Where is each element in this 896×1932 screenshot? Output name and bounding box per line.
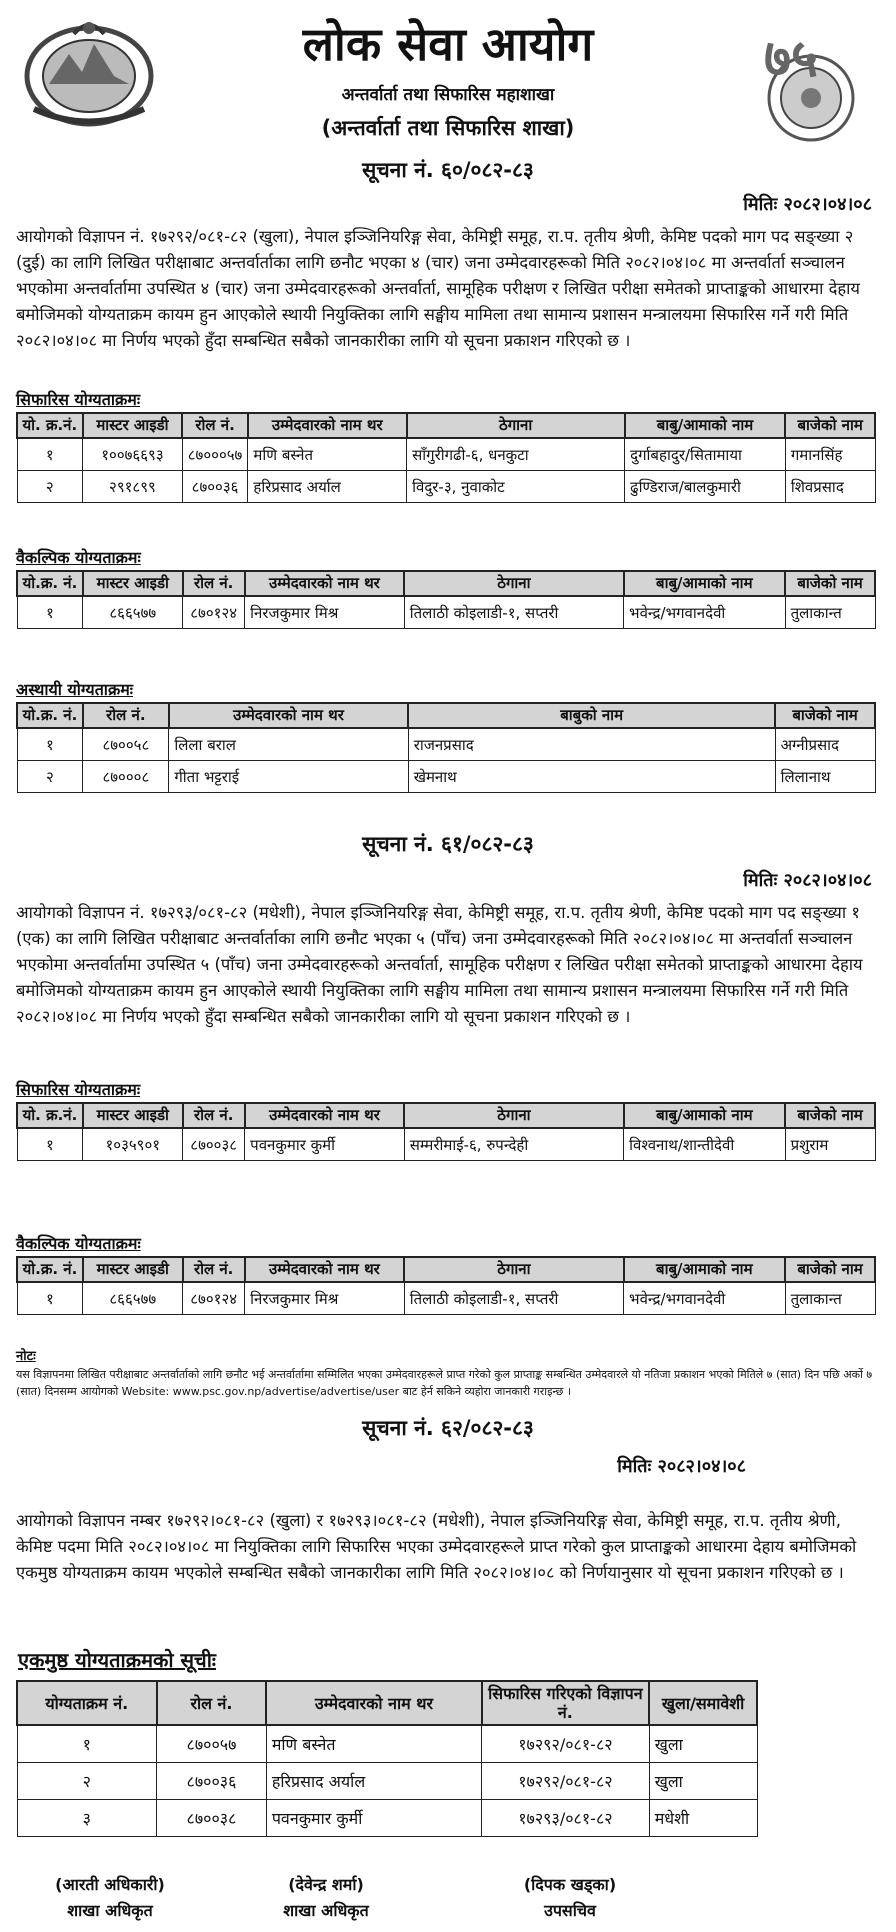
- cell: खुला: [649, 1763, 757, 1800]
- col-header: रोल नं.: [183, 571, 245, 596]
- page-title: लोक सेवा आयोग: [302, 17, 594, 71]
- table-header-row: [17, 571, 875, 596]
- table-row: [17, 1800, 757, 1837]
- cell: ८७००३८: [183, 1128, 245, 1161]
- signatory-name: (देवेन्द्र शर्मा): [288, 1875, 364, 1894]
- notice1-alternate-label: वैकल्पिक योग्यताक्रमः: [16, 548, 141, 567]
- cell: मणि बस्नेत: [248, 438, 407, 471]
- cell: गीता भट्टराई: [169, 761, 408, 793]
- col-header: उम्मेदवारको नाम थर: [245, 1257, 405, 1282]
- cell: २: [17, 761, 83, 793]
- table-header-row: [17, 1257, 875, 1282]
- col-header: मास्टर आइडी: [83, 571, 183, 596]
- table-header-row: [17, 703, 875, 728]
- cell: तिलाठी कोइलाडी-१, सप्तरी: [404, 1282, 623, 1315]
- col-header: बाबु/आमाको नाम: [624, 571, 786, 596]
- notice2-date: मितिः २०८२।०४।०८: [743, 870, 872, 891]
- col-header: यो.क्र. नं.: [17, 703, 83, 728]
- signatory-name: (दिपक खड्का): [523, 1875, 617, 1894]
- cell: प्रशुराम: [785, 1128, 875, 1161]
- col-header: रोल नं.: [83, 703, 169, 728]
- notice2-recommended-label: सिफारिस योग्यताक्रमः: [16, 1080, 141, 1099]
- signature-block-1: [20, 1872, 200, 1924]
- col-header: बाजेको नाम: [785, 1103, 875, 1128]
- table-row: [17, 1282, 875, 1315]
- notice2-recommended-table: [16, 1102, 876, 1161]
- notice2-number: सूचना नं. ६१/०८२-८३: [362, 832, 534, 856]
- signatory-title: शाखा अधिकृत: [67, 1901, 153, 1920]
- cell: मधेशी: [649, 1800, 757, 1837]
- cell: खेमनाथ: [408, 761, 775, 793]
- svg-text:७५: ७५: [764, 28, 819, 89]
- col-header: यो.क्र. नं.: [17, 1257, 83, 1282]
- cell: ८७००३६: [182, 471, 248, 503]
- section-name: (अन्तर्वार्ता तथा सिफारिस शाखा): [321, 116, 575, 140]
- notice2-note-body: यस विज्ञापनमा लिखित परीक्षाबाट अन्तर्वार्ताको लागि छनौट भई अन्तर्वार्तामा सम्मिलित भएका उम्मेदवारहरूले प्राप्त गरेको कुल प्राप्ताङ्क सम्बन्धित उम्मेदवारले यो नतिजा प्रकाशन भएको मितिले ७ (सात) दिन पछि अर्को ७ (सात) दिनसम्म आयोगको Website: www.psc.gov.np/advertise/advertise/user बाट हेर्न सकिने व्यहोरा जानकारी गराइन्छ ।: [16, 1368, 873, 1398]
- cell: ३: [17, 1800, 157, 1837]
- cell: १: [17, 1725, 157, 1763]
- cell: १७२९२/०८१-८२: [482, 1725, 650, 1763]
- col-header: रोल नं.: [182, 413, 248, 438]
- col-header: उम्मेदवारको नाम थर: [169, 703, 408, 728]
- notice3-body: आयोगको विज्ञापन नम्बर १७२९२।०८१-८२ (खुला) र १७२९३।०८१-८२ (मधेशी), नेपाल इञ्जिनियरिङ्ग सेवा, केमिष्ट्री समूह, रा.प. तृतीय श्रेणी, केमिष्ट पदमा मिति २०८२।०४।०८ मा नियुक्तिका लागि सिफारिस भएका उम्मेदवारहरूले प्राप्त गरेको कुल प्राप्ताङ्कको आधारमा देहाय बमोजिमको एकमुष्ठ योग्यताक्रम कायम भएकोले सम्बन्धित सबैको जानकारीका लागि मिति २०८२।०४।०८ को निर्णयानुसार यो सूचना प्रकाशन गरिएको छ ।: [16, 1511, 857, 1582]
- col-header: रोल नं.: [157, 1681, 267, 1725]
- notice1-body: आयोगको विज्ञापन नं. १७२९२/०८१-८२ (खुला), नेपाल इञ्जिनियरिङ्ग सेवा, केमिष्ट्री समूह, रा.प. तृतीय श्रेणी, केमिष्ट पदको माग पद सङ्ख्या २ (दुई) का लागि लिखित परीक्षाबाट अन्तर्वार्ताका लागि छनौट भएका ४ (चार) जना उम्मेदवारहरूको मिति २०८२।०४।०८ मा अन्तर्वार्ता सञ्चालन भएकोमा अन्तर्वार्तामा उपस्थित ४ (चार) जना उम्मेदवारहरूको अन्तर्वार्ता, सामूहिक परीक्षण र लिखित परीक्षा समेतको प्राप्ताङ्कको आधारमा देहाय बमोजिमको योग्यताक्रम कायम हुन आएकोले स्थायी नियुक्तिका लागि सङ्घीय मामिला तथा सामान्य प्रशासन मन्त्रालयमा सिफारिस गर्ने गरी मिति २०८२।०४।०८ मा निर्णय भएको हुँदा सम्बन्धित सबैको जानकारीका लागि यो सूचना प्रकाशन गरिएको छ ।: [16, 227, 860, 350]
- col-header: ठेगाना: [407, 413, 625, 438]
- cell: लिलानाथ: [775, 761, 875, 793]
- cell: १: [17, 1282, 83, 1315]
- signatory-name: (आरती अधिकारी): [55, 1875, 165, 1894]
- col-header: रोल नं.: [183, 1257, 245, 1282]
- signatory-title: उपसचिव: [544, 1901, 596, 1920]
- notice2-body: आयोगको विज्ञापन नं. १७२९३/०८१-८२ (मधेशी), नेपाल इञ्जिनियरिङ्ग सेवा, केमिष्ट्री समूह, रा.प. तृतीय श्रेणी, केमिष्ट पदको माग पद सङ्ख्या १ (एक) का लागि लिखित परीक्षाबाट अन्तर्वार्ताका लागि छनौट भएका ५ (पाँच) जना उम्मेदवारहरूको मिति २०८२।०४।०८ मा अन्तर्वार्ता सञ्चालन भएकोमा अन्तर्वार्तामा उपस्थित ५ (पाँच) जना उम्मेदवारहरूको अन्तर्वार्ता, सामूहिक परीक्षण र लिखित परीक्षा समेतको प्राप्ताङ्कको आधारमा देहाय बमोजिमको योग्यताक्रम कायम हुन आएकोले स्थायी नियुक्तिका लागि सङ्घीय मामिला तथा सामान्य प्रशासन मन्त्रालयमा सिफारिस गर्ने गरी मिति २०८२।०४।०८ मा निर्णय भएको हुँदा सम्बन्धित सबैको जानकारीका लागि यो सूचना प्रकाशन गरिएको छ ।: [16, 903, 863, 1026]
- cell: तुलाकान्त: [785, 596, 875, 629]
- col-header: बाबु/आमाको नाम: [624, 1103, 786, 1128]
- col-header: बाबु/आमाको नाम: [625, 413, 786, 438]
- cell: ८७००५८: [83, 728, 169, 761]
- table-row: [17, 471, 875, 503]
- cell: ८६६५७७: [83, 1282, 183, 1315]
- col-header: बाजेको नाम: [785, 413, 875, 438]
- cell: सम्मरीमाई-६, रुपन्देही: [404, 1128, 623, 1161]
- table-row: [17, 1725, 757, 1763]
- cell: १: [17, 728, 83, 761]
- col-header: मास्टर आइडी: [83, 413, 183, 438]
- cell: दुर्गाबहादुर/सितामाया: [625, 438, 786, 471]
- col-header: बाजेको नाम: [775, 703, 875, 728]
- cell: मणि बस्नेत: [266, 1725, 481, 1763]
- cell: १: [17, 596, 83, 629]
- col-header: बाजेको नाम: [785, 1257, 875, 1282]
- col-header: ठेगाना: [404, 571, 623, 596]
- cell: खुला: [649, 1725, 757, 1763]
- cell: पवनकुमार कुर्मी: [266, 1800, 481, 1837]
- notice1-temporary-label: अस्थायी योग्यताक्रमः: [16, 680, 134, 699]
- col-header: रोल नं.: [183, 1103, 245, 1128]
- cell: २: [17, 471, 83, 503]
- cell: ८७०१२४: [183, 596, 245, 629]
- col-header: खुला/समावेशी: [649, 1681, 757, 1725]
- table-row: [17, 438, 875, 471]
- table-header-row: [17, 413, 875, 438]
- col-header: यो. क्र.नं.: [17, 1103, 83, 1128]
- notice2-alternate-table: [16, 1256, 876, 1315]
- col-header: मास्टर आइडी: [83, 1103, 183, 1128]
- cell: भवेन्द्र/भगवानदेवी: [624, 596, 786, 629]
- cell: हरिप्रसाद अर्याल: [266, 1763, 481, 1800]
- cell: १००७६६९३: [83, 438, 183, 471]
- col-header: यो.क्र. नं.: [17, 571, 83, 596]
- notice3-merit-table: [16, 1680, 758, 1837]
- cell: तुलाकान्त: [785, 1282, 875, 1315]
- table-row: [17, 728, 875, 761]
- notice3-number: सूचना नं. ६२/०८२-८३: [362, 1416, 534, 1440]
- cell: १: [17, 438, 83, 471]
- notice1-number: सूचना नं. ६०/०८२-८३: [362, 158, 534, 182]
- cell: पवनकुमार कुर्मी: [245, 1128, 405, 1161]
- table-row: [17, 761, 875, 793]
- signature-block-2: [236, 1872, 416, 1924]
- table-header-row: [17, 1103, 875, 1128]
- notice3-list-label: एकमुष्ठ योग्यताक्रमको सूचीः: [18, 1648, 216, 1672]
- col-header: उम्मेदवारको नाम थर: [245, 571, 405, 596]
- col-header: सिफारिस गरिएको विज्ञापन नं.: [482, 1681, 650, 1725]
- notice3-date: मितिः २०८२।०४।०८: [617, 1456, 746, 1477]
- cell: भवेन्द्र/भगवानदेवी: [624, 1282, 786, 1315]
- col-header: बाबु/आमाको नाम: [624, 1257, 786, 1282]
- cell: ८७००५७: [157, 1725, 267, 1763]
- table-header-row: [17, 1681, 757, 1725]
- col-header: बाजेको नाम: [785, 571, 875, 596]
- notice2-alternate-label: वैकल्पिक योग्यताक्रमः: [16, 1234, 141, 1253]
- notice1-alternate-table: [16, 570, 876, 629]
- cell: ८६६५७७: [83, 596, 183, 629]
- table-row: [17, 596, 875, 629]
- cell: गमानसिंह: [785, 438, 875, 471]
- cell: अग्नीप्रसाद: [775, 728, 875, 761]
- cell: तिलाठी कोइलाडी-१, सप्तरी: [404, 596, 623, 629]
- col-header: मास्टर आइडी: [83, 1257, 183, 1282]
- notice1-date: मितिः २०८२।०४।०८: [743, 194, 872, 215]
- cell: निरजकुमार मिश्र: [245, 596, 405, 629]
- cell: लिला बराल: [169, 728, 408, 761]
- cell: विदुर-३, नुवाकोट: [407, 471, 625, 503]
- col-header: यो. क्र.नं.: [17, 413, 83, 438]
- col-header: ठेगाना: [404, 1257, 623, 1282]
- notice1-temporary-table: [16, 702, 876, 793]
- col-header: उम्मेदवारको नाम थर: [248, 413, 407, 438]
- cell: १: [17, 1128, 83, 1161]
- notice1-recommended-label: सिफारिस योग्यताक्रमः: [16, 390, 141, 409]
- division-name: अन्तर्वार्ता तथा सिफारिस महाशाखा: [341, 85, 555, 105]
- cell: १७२९२/०८१-८२: [482, 1763, 650, 1800]
- cell: हरिप्रसाद अर्याल: [248, 471, 407, 503]
- cell: १०३५९०१: [83, 1128, 183, 1161]
- cell: ८७००३६: [157, 1763, 267, 1800]
- table-row: [17, 1763, 757, 1800]
- cell: साँगुरीगढी-६, धनकुटा: [407, 438, 625, 471]
- col-header: उम्मेदवारको नाम थर: [245, 1103, 405, 1128]
- cell: निरजकुमार मिश्र: [245, 1282, 405, 1315]
- signature-block-3: [480, 1872, 660, 1924]
- cell: राजनप्रसाद: [408, 728, 775, 761]
- cell: ८७०१२४: [183, 1282, 245, 1315]
- table-row: [17, 1128, 875, 1161]
- cell: ८७००३८: [157, 1800, 267, 1837]
- notice2-note-label: नोटः: [16, 1349, 36, 1364]
- cell: २: [17, 1763, 157, 1800]
- col-header: योग्यताक्रम नं.: [17, 1681, 157, 1725]
- signatory-title: शाखा अधिकृत: [283, 1901, 369, 1920]
- cell: विश्वनाथ/शान्तीदेवी: [624, 1128, 786, 1161]
- cell: शिवप्रसाद: [785, 471, 875, 503]
- cell: ८७०००५७: [182, 438, 248, 471]
- cell: ढुण्डिराज/बालकुमारी: [625, 471, 786, 503]
- cell: ८७०००८: [83, 761, 169, 793]
- col-header: ठेगाना: [404, 1103, 623, 1128]
- col-header: उम्मेदवारको नाम थर: [266, 1681, 481, 1725]
- cell: २९१८९९: [83, 471, 183, 503]
- col-header: बाबुको नाम: [408, 703, 775, 728]
- cell: १७२९३/०८१-८२: [482, 1800, 650, 1837]
- notice1-recommended-table: [16, 412, 876, 503]
